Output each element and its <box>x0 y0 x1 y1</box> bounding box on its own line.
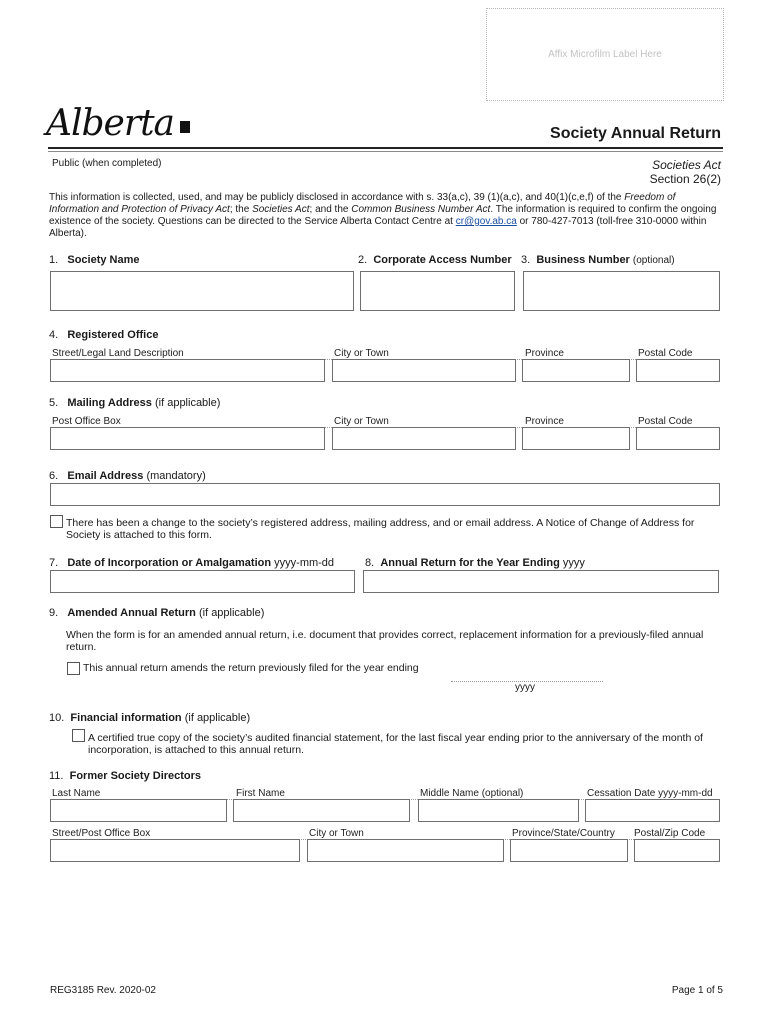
mail-pobox-label: Post Office Box <box>52 416 121 427</box>
amended-intro-text: When the form is for an amended annual return, i.e. document that provides correct, replacement information for a previously-filed annual return. <box>66 629 704 653</box>
business-number-input[interactable] <box>523 271 720 311</box>
dir-last-name-input[interactable] <box>50 799 227 822</box>
section-9-label: 9. Amended Annual Return (if applicable) <box>49 607 265 619</box>
dir-city-input[interactable] <box>307 839 504 862</box>
dir-city-label: City or Town <box>309 828 364 839</box>
mail-pobox-input[interactable] <box>50 427 325 450</box>
reg-street-input[interactable] <box>50 359 325 382</box>
alberta-logo <box>46 104 190 144</box>
corporate-access-number-input[interactable] <box>360 271 515 311</box>
dir-province-label: Province/State/Country <box>512 828 615 839</box>
section-3-label: 3. Business Number (optional) <box>521 254 675 266</box>
reg-city-input[interactable] <box>332 359 516 382</box>
foip-act-name: Freedom of Information and Protection of Privacy Act <box>49 192 676 215</box>
foip-text-2: ; the <box>229 204 253 215</box>
microfilm-label-text: Affix Microfilm Label Here <box>548 49 662 60</box>
foip-notice <box>49 192 721 240</box>
alberta-logo-text: Alberta <box>46 103 174 144</box>
dir-cessation-label: Cessation Date yyyy-mm-dd <box>587 788 713 799</box>
foip-societies-act: Societies Act <box>252 204 310 215</box>
reg-province-label: Province <box>525 348 564 359</box>
form-code: REG3185 Rev. 2020-02 <box>50 985 156 996</box>
address-change-text: There has been a change to the society’s registered address, mailing address, and or email address. A Notice of Change of Address for Society is attached to this form. <box>66 517 695 541</box>
foip-text-5: or 780-427-7013 (toll-free 310-0000 within Alberta). <box>49 216 707 239</box>
amended-return-text: This annual return amends the return previously filed for the year ending <box>83 662 419 674</box>
section-10-label: 10. Financial information (if applicable) <box>49 712 251 724</box>
financial-statement-text: A certified true copy of the society’s audited financial statement, for the last fiscal year ending prior to the anniversary of the month of incorporation, is attached to this annual return. <box>88 732 703 756</box>
reg-province-input[interactable] <box>522 359 630 382</box>
dir-first-name-label: First Name <box>236 788 285 799</box>
reg-street-label: Street/Legal Land Description <box>52 348 184 359</box>
alberta-logo-mark-icon <box>180 121 190 133</box>
financial-statement-checkbox[interactable] <box>72 729 85 742</box>
dir-first-name-input[interactable] <box>233 799 410 822</box>
section-7-label: 7. Date of Incorporation or Amalgamation yyyy-mm-dd <box>49 557 335 569</box>
section-8-label: 8. Annual Return for the Year Ending yyyy <box>365 557 585 569</box>
mail-postal-label: Postal Code <box>638 416 693 427</box>
page-number: Page 1 of 5 <box>671 985 723 996</box>
section-5-label: 5. Mailing Address (if applicable) <box>49 397 221 409</box>
dir-middle-name-label: Middle Name (optional) <box>420 788 524 799</box>
title-rule-thin <box>48 151 723 152</box>
society-name-input[interactable] <box>50 271 354 311</box>
section-2-label: 2. Corporate Access Number <box>358 254 512 266</box>
foip-cbn-act: Common Business Number Act <box>351 204 491 215</box>
title-rule <box>48 147 723 149</box>
act-name: Societies Act <box>652 158 721 172</box>
dir-province-input[interactable] <box>510 839 628 862</box>
year-ending-input[interactable] <box>363 570 719 593</box>
incorporation-date-input[interactable] <box>50 570 355 593</box>
reg-city-label: City or Town <box>334 348 389 359</box>
microfilm-label-box <box>486 8 724 101</box>
contact-email-link[interactable]: cr@gov.ab.ca <box>455 216 517 227</box>
mail-city-input[interactable] <box>332 427 516 450</box>
dir-postal-label: Postal/Zip Code <box>634 828 706 839</box>
section-4-label: 4. Registered Office <box>49 329 159 341</box>
foip-text-3: ; and the <box>309 204 352 215</box>
mail-province-input[interactable] <box>522 427 630 450</box>
foip-text-4: . The information is required to confirm the ongoing existence of the society. Questions can be directed to the Service Alberta Contact Centre at <box>49 204 717 227</box>
section-1-label: 1. Society Name <box>49 254 140 266</box>
amended-year-hint: yyyy <box>515 682 535 693</box>
mail-province-label: Province <box>525 416 564 427</box>
mail-postal-input[interactable] <box>636 427 720 450</box>
amended-return-checkbox[interactable] <box>67 662 80 675</box>
dir-cessation-input[interactable] <box>585 799 720 822</box>
reg-postal-input[interactable] <box>636 359 720 382</box>
section-11-label: 11. Former Society Directors <box>49 770 202 782</box>
form-title: Society Annual Return <box>550 125 721 142</box>
public-note: Public (when completed) <box>52 158 162 169</box>
address-change-checkbox[interactable] <box>50 515 63 528</box>
reg-postal-label: Postal Code <box>638 348 693 359</box>
section-6-label: 6. Email Address (mandatory) <box>49 470 206 482</box>
dir-postal-input[interactable] <box>634 839 720 862</box>
mail-city-label: City or Town <box>334 416 389 427</box>
dir-last-name-label: Last Name <box>52 788 101 799</box>
act-section: Section 26(2) <box>649 172 721 186</box>
dir-street-label: Street/Post Office Box <box>52 828 151 839</box>
foip-text-1: This information is collected, used, and may be publicly disclosed in accordance with s. 33(a,c), 39 (1)(a,c), and 40(1)(c,e,f) of the <box>49 192 625 203</box>
dir-middle-name-input[interactable] <box>418 799 579 822</box>
email-address-input[interactable] <box>50 483 720 506</box>
dir-street-input[interactable] <box>50 839 300 862</box>
